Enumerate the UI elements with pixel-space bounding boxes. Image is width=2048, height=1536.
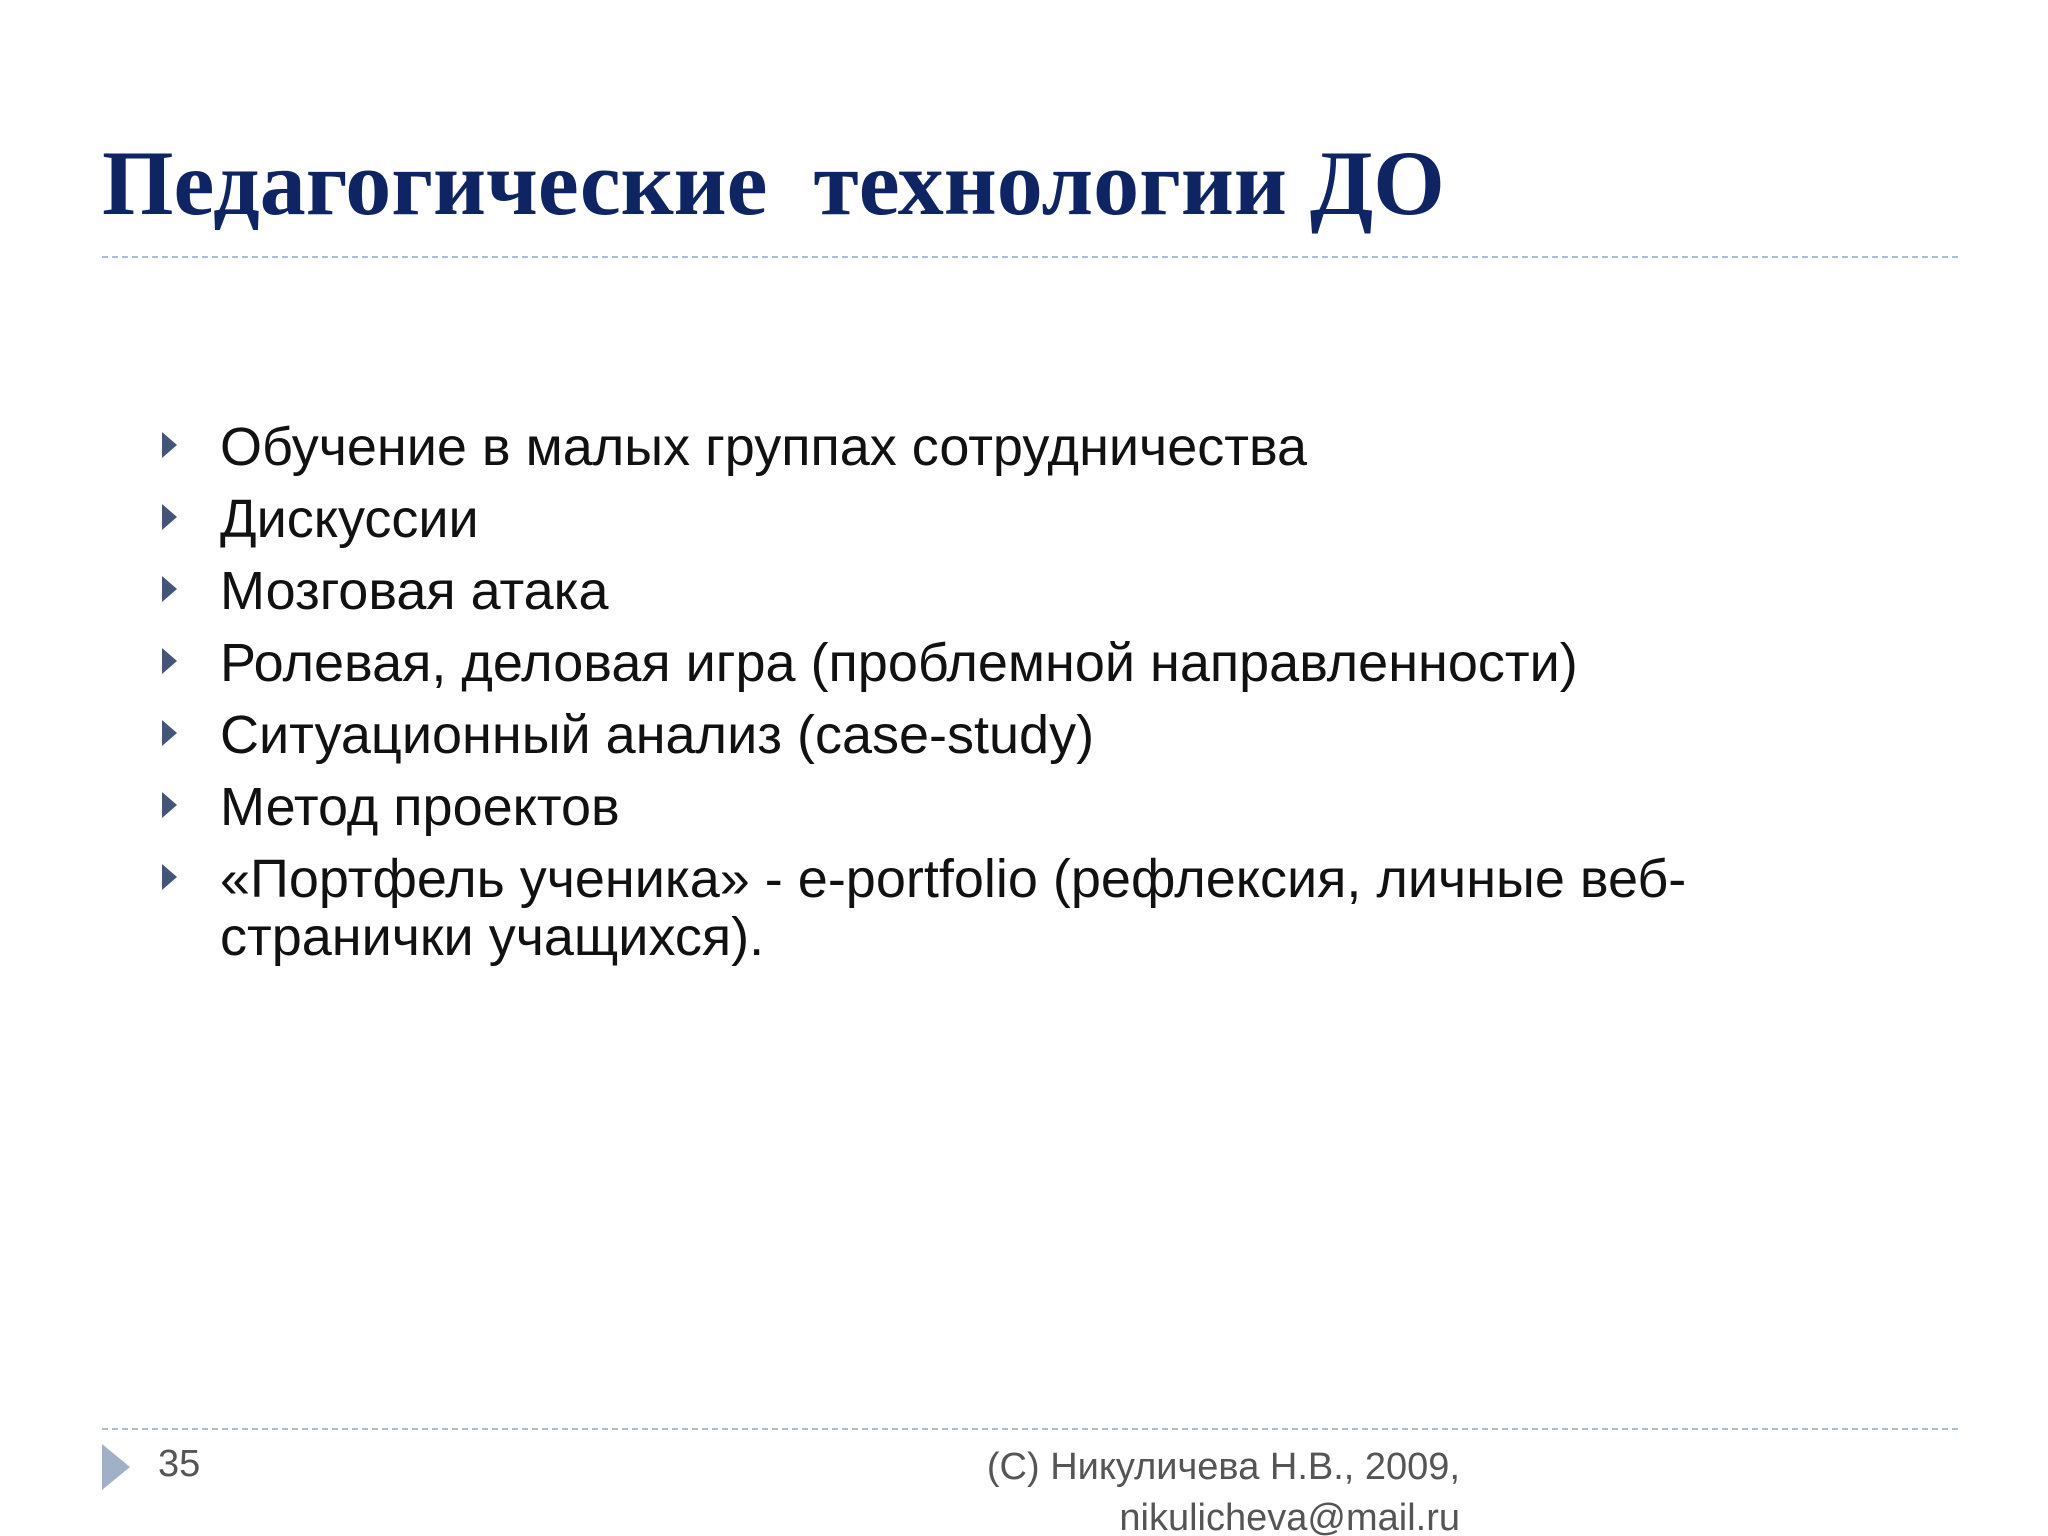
bullet-item — [160, 778, 1900, 836]
bullet-item — [160, 634, 1900, 692]
triangle-right-icon — [102, 1444, 130, 1490]
bullet-text: Обучение в малых группах сотрудничества — [220, 417, 1308, 477]
bullet-item — [160, 706, 1900, 764]
title-divider — [102, 256, 1958, 258]
bullet-text: Ролевая, деловая игра (проблемной направленности) — [220, 633, 1578, 693]
footer-divider — [102, 1428, 1958, 1430]
credit-author-line: (С) Никуличева Н.В., 2009, — [986, 1446, 1460, 1488]
triangle-bullet-icon — [162, 720, 177, 746]
bullet-list — [160, 418, 1900, 980]
bullet-text: Дискуссии — [220, 489, 479, 549]
triangle-bullet-icon — [162, 576, 177, 602]
bullet-item — [160, 850, 1900, 966]
triangle-bullet-icon — [162, 432, 177, 458]
bullet-text: Мозговая атака — [220, 561, 609, 621]
credit-email-line: nikulicheva@mail.ru — [1119, 1497, 1460, 1536]
slide-title: Педагогические технологии ДО — [102, 132, 1445, 234]
bullet-item — [160, 418, 1900, 476]
bullet-text: Метод проектов — [220, 777, 620, 837]
bullet-text: Ситуационный анализ (case-study) — [220, 705, 1095, 765]
bullet-item — [160, 562, 1900, 620]
triangle-bullet-icon — [162, 864, 177, 890]
footer-credit — [900, 1442, 1460, 1536]
triangle-bullet-icon — [162, 648, 177, 674]
page-number: 35 — [158, 1443, 201, 1485]
bullet-item — [160, 490, 1900, 548]
bullet-text: «Портфель ученика» - e-portfolio (рефлексия, личные веб-странички учащихся). — [220, 849, 1687, 967]
triangle-bullet-icon — [162, 792, 177, 818]
triangle-bullet-icon — [162, 504, 177, 530]
